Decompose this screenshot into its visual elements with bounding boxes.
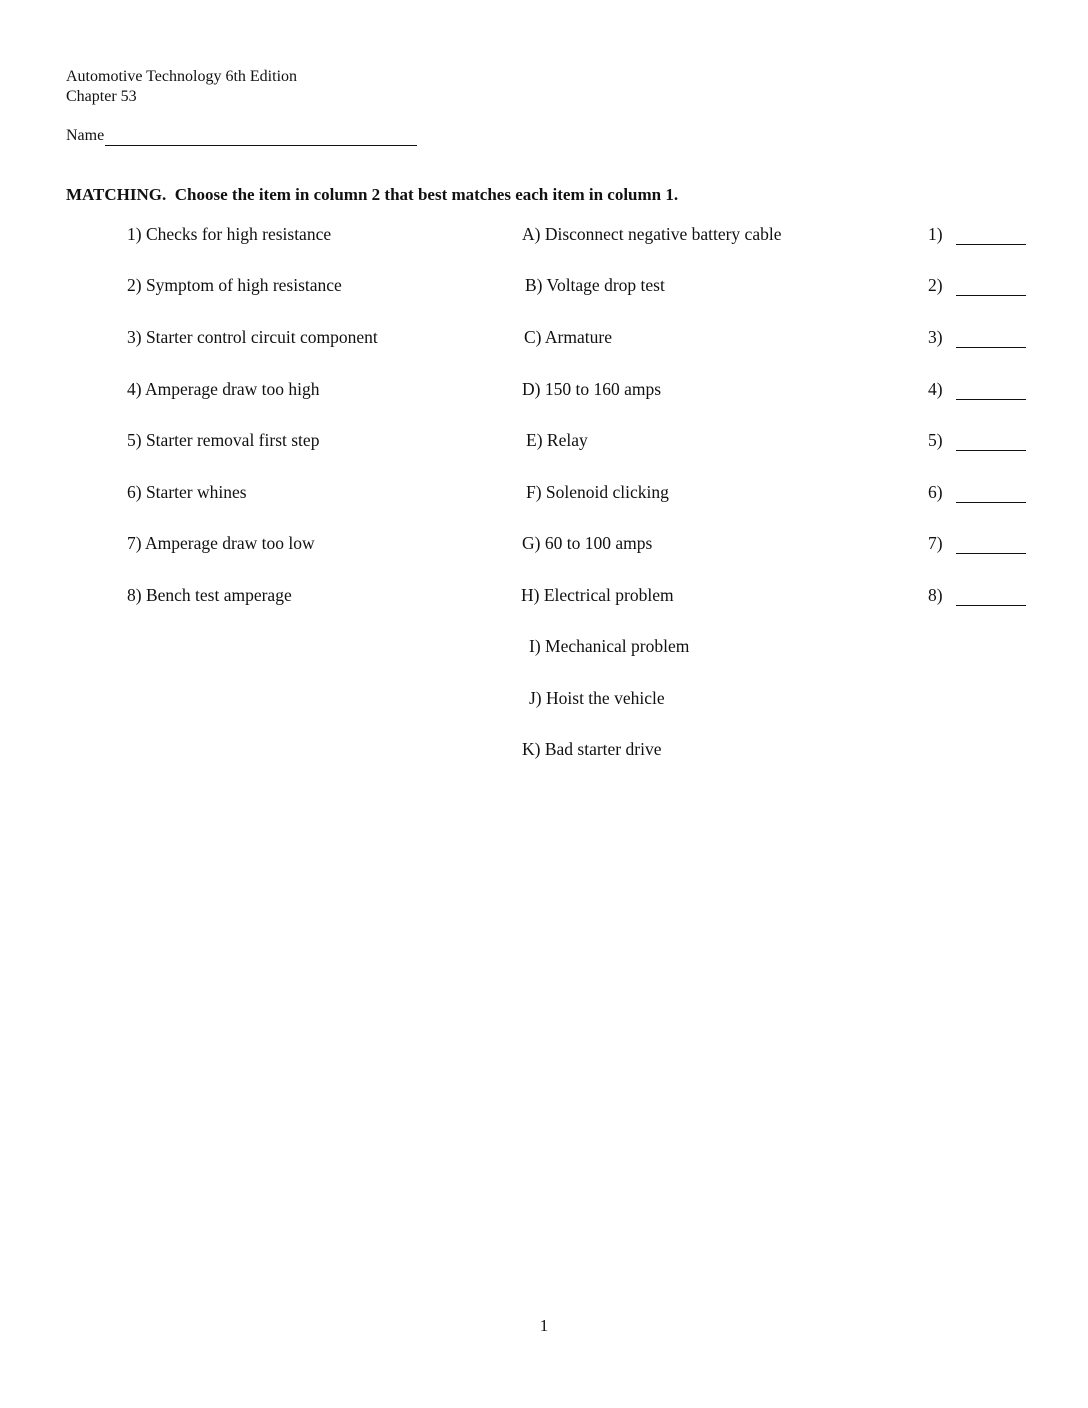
column1-item-7: 7) Amperage draw too low xyxy=(127,533,315,553)
answer-number: 5) xyxy=(928,430,943,450)
column2-item-b: B) Voltage drop test xyxy=(525,275,665,295)
answer-number: 3) xyxy=(928,327,943,347)
name-label: Name xyxy=(66,127,105,144)
answer-blank-2[interactable] xyxy=(956,275,1026,296)
column2-item-h: H) Electrical problem xyxy=(521,585,674,605)
column2-item-j: J) Hoist the vehicle xyxy=(529,688,665,708)
answer-number: 4) xyxy=(928,379,943,399)
answer-row-2 xyxy=(928,274,1026,296)
column2-item-c: C) Armature xyxy=(524,327,612,347)
document-title: Automotive Technology 6th Edition xyxy=(66,68,298,85)
answer-row-5 xyxy=(928,429,1026,451)
answer-blank-4[interactable] xyxy=(956,379,1026,400)
column2-item-f: F) Solenoid clicking xyxy=(526,482,669,502)
column2-item-a: A) Disconnect negative battery cable xyxy=(522,224,782,244)
column2-item-k: K) Bad starter drive xyxy=(522,739,662,759)
answer-blank-7[interactable] xyxy=(956,533,1026,554)
matching-instructions: MATCHING. Choose the item in column 2 that best matches each item in column 1. xyxy=(66,185,679,204)
answer-number: 6) xyxy=(928,482,943,502)
answer-row-4 xyxy=(928,378,1026,400)
answer-blank-6[interactable] xyxy=(956,482,1026,503)
answer-row-8 xyxy=(928,584,1026,606)
column1-item-1: 1) Checks for high resistance xyxy=(127,224,332,244)
answer-row-3 xyxy=(928,326,1026,348)
answer-row-7 xyxy=(928,532,1026,554)
name-field[interactable] xyxy=(105,129,417,146)
name-row xyxy=(66,126,417,146)
answer-number: 8) xyxy=(928,585,943,605)
chapter-label: Chapter 53 xyxy=(66,88,137,105)
column2-item-g: G) 60 to 100 amps xyxy=(522,533,653,553)
column2-item-e: E) Relay xyxy=(526,430,588,450)
answer-number: 7) xyxy=(928,533,943,553)
answer-blank-5[interactable] xyxy=(956,430,1026,451)
column2-item-d: D) 150 to 160 amps xyxy=(522,379,662,399)
column1-item-3: 3) Starter control circuit component xyxy=(127,327,378,347)
column1-item-6: 6) Starter whines xyxy=(127,482,247,502)
answer-blank-1[interactable] xyxy=(956,224,1026,245)
column1-item-4: 4) Amperage draw too high xyxy=(127,379,320,399)
answer-blank-8[interactable] xyxy=(956,585,1026,606)
answer-row-6 xyxy=(928,481,1026,503)
column2-item-i: I) Mechanical problem xyxy=(529,636,690,656)
answer-row-1 xyxy=(928,223,1026,245)
answer-number: 2) xyxy=(928,275,943,295)
answer-blank-3[interactable] xyxy=(956,327,1026,348)
column1-item-2: 2) Symptom of high resistance xyxy=(127,275,342,295)
answer-number: 1) xyxy=(928,224,943,244)
column1-item-5: 5) Starter removal first step xyxy=(127,430,320,450)
page-number: 1 xyxy=(539,1316,549,1335)
column1-item-8: 8) Bench test amperage xyxy=(127,585,292,605)
